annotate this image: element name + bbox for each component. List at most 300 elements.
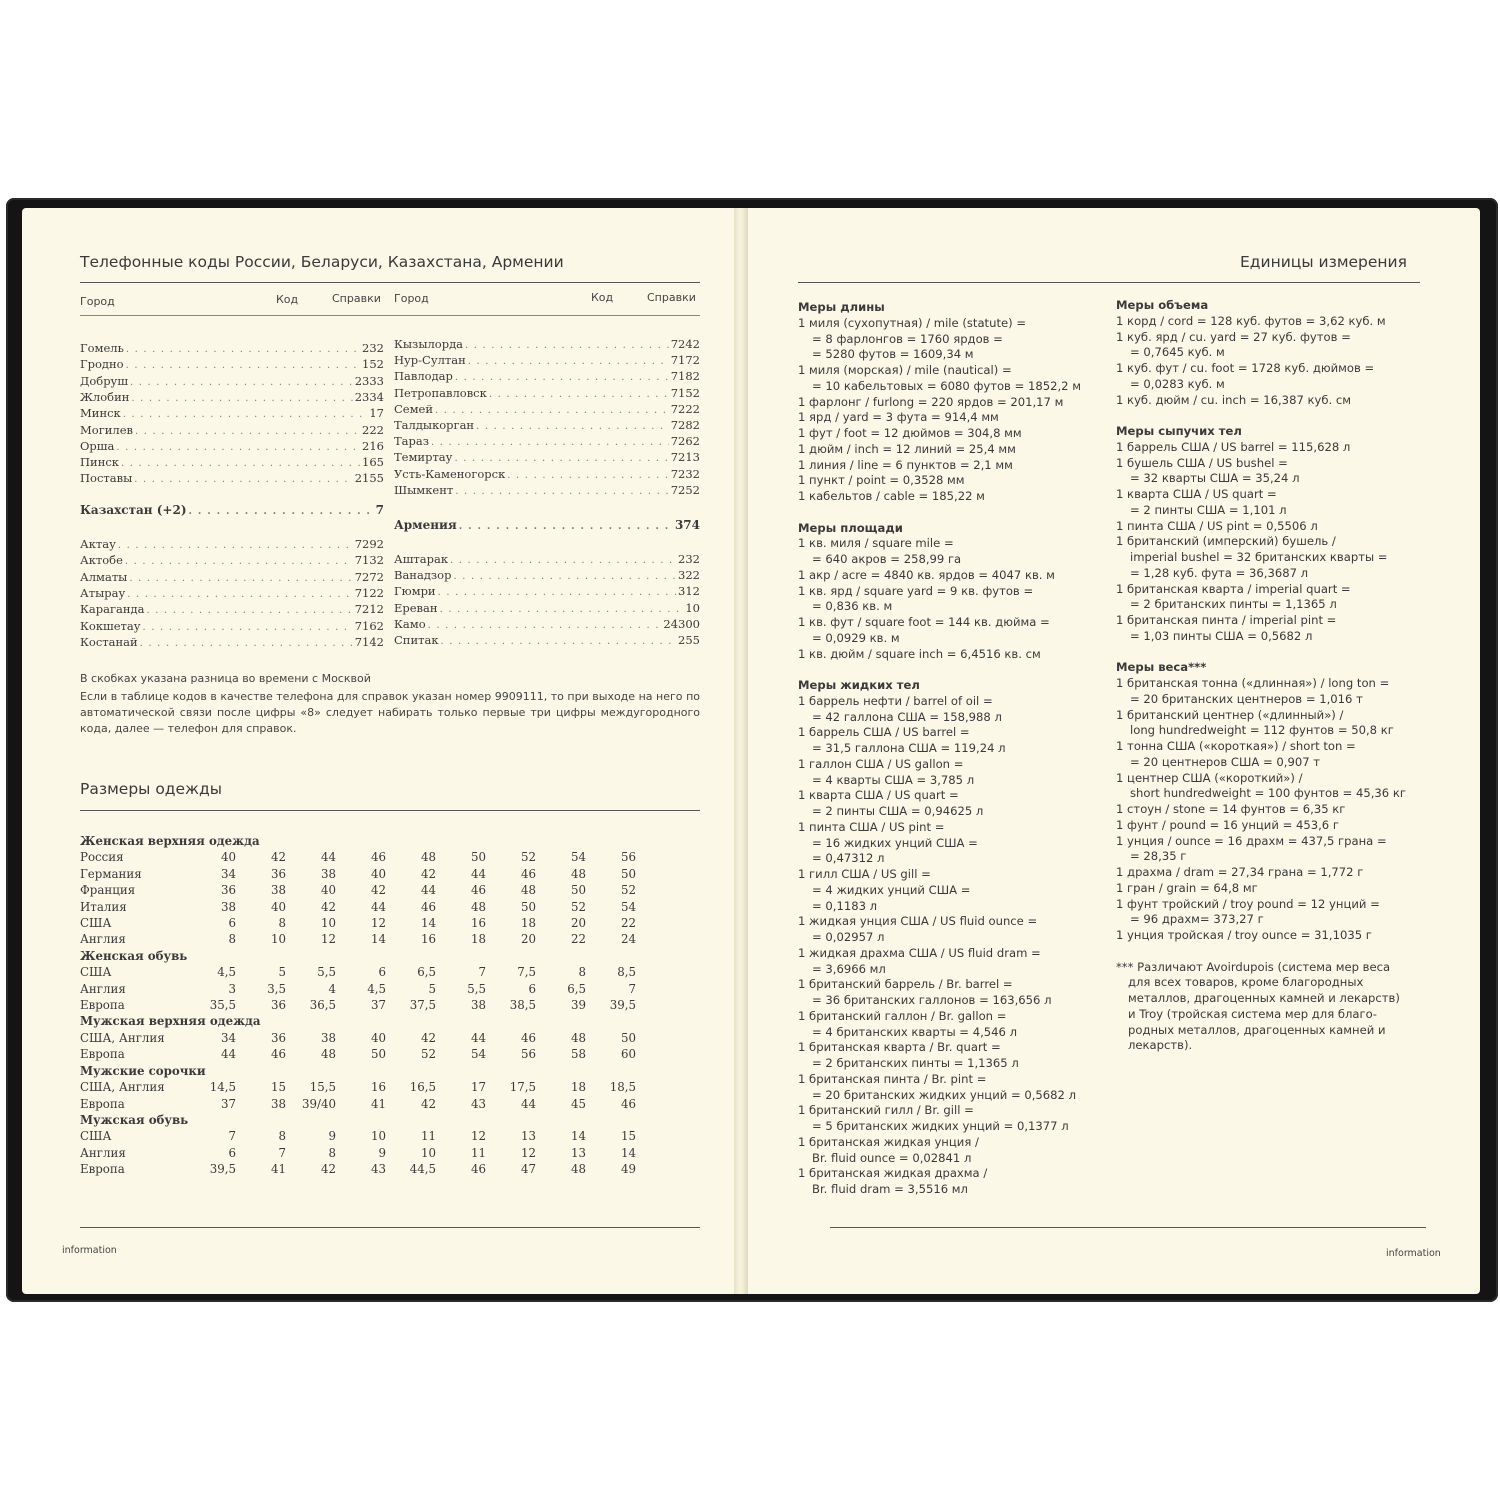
size-value: 18,5 bbox=[609, 1080, 636, 1095]
size-value: 43 bbox=[370, 1162, 386, 1177]
size-value: 38 bbox=[270, 883, 286, 898]
size-value: 44 bbox=[220, 1047, 236, 1062]
city-name: Алматы bbox=[80, 569, 128, 584]
unit-line: 1 британская жидкая унция / bbox=[798, 1134, 979, 1149]
size-value: 52 bbox=[570, 899, 586, 914]
unit-line: 1 кв. миля / square mile = bbox=[798, 536, 954, 551]
size-value: 4,5 bbox=[367, 981, 386, 996]
phone-code: 7122 bbox=[354, 585, 384, 600]
size-value: 8 bbox=[228, 932, 236, 947]
size-value: 46 bbox=[270, 1047, 286, 1062]
size-value: 56 bbox=[620, 850, 636, 865]
size-value: 22 bbox=[570, 932, 586, 947]
size-value: 41 bbox=[270, 1162, 286, 1177]
unit-line: 1 британская кварта / imperial quart = bbox=[1116, 581, 1351, 596]
phone-code: 322 bbox=[678, 568, 700, 583]
size-value: 38,5 bbox=[509, 998, 536, 1013]
unit-line: 1 британская пинта / imperial pint = bbox=[1116, 613, 1337, 627]
size-value: 43 bbox=[470, 1096, 486, 1111]
spacer bbox=[1116, 645, 1436, 661]
unit-line: = 4 жидких унций США = bbox=[812, 882, 971, 897]
units-title: Единицы измерения bbox=[1240, 253, 1407, 271]
size-value: 36 bbox=[270, 866, 286, 881]
size-value: 42 bbox=[420, 1096, 436, 1111]
city-name: Поставы bbox=[80, 471, 133, 486]
unit-line: 1 тонна США («короткая») / short ton = bbox=[1116, 739, 1356, 753]
size-value: 50 bbox=[470, 850, 486, 865]
unit-line: 1 жидкая драхма США / US fluid dram = bbox=[798, 945, 1041, 960]
unit-line: 1 дюйм / inch = 12 линий = 25,4 мм bbox=[798, 441, 1016, 456]
city-name: Усть-Каменогорск bbox=[394, 466, 506, 481]
size-value: 47 bbox=[520, 1162, 536, 1177]
unit-line: 1 фунт тройский / troy pound = 12 унций = bbox=[1116, 896, 1380, 911]
unit-line: 1 унция тройская / troy ounce = 31,1035 г bbox=[1116, 928, 1372, 942]
phone-code: 7272 bbox=[354, 569, 384, 584]
city-name: Кокшетау bbox=[80, 618, 141, 633]
phone-row bbox=[394, 336, 700, 352]
size-row bbox=[80, 964, 680, 980]
unit-line: 1 кварта США / US quart = bbox=[1116, 487, 1277, 501]
phone-row bbox=[80, 569, 384, 585]
size-value: 39 bbox=[570, 998, 586, 1013]
phone-row bbox=[394, 583, 700, 599]
city-name: Орша bbox=[80, 438, 115, 453]
unit-line: 1 баррель США / US barrel = bbox=[798, 725, 970, 740]
size-value: 46 bbox=[620, 1096, 636, 1111]
right-bottom-rule bbox=[830, 1227, 1426, 1228]
unit-line: для всех товаров, кроме благородных bbox=[1128, 975, 1364, 990]
unit-line: 1 британский галлон / Br. gallon = bbox=[798, 1008, 1007, 1023]
phone-row bbox=[394, 368, 700, 384]
city-name: Казахстан (+2) bbox=[80, 503, 187, 517]
size-value: 40 bbox=[370, 866, 386, 881]
unit-line: = 3,6966 мл bbox=[812, 961, 886, 976]
city-name: Семей bbox=[394, 401, 434, 416]
phone-row bbox=[394, 632, 700, 648]
phone-row bbox=[394, 385, 700, 401]
size-value: 18 bbox=[470, 932, 486, 947]
size-value: 46 bbox=[470, 1162, 486, 1177]
col-header-info-1: Справки bbox=[332, 292, 381, 305]
size-row bbox=[80, 1096, 680, 1112]
phone-code: 7182 bbox=[670, 369, 700, 384]
size-value: 38 bbox=[320, 866, 336, 881]
units-title-rule bbox=[798, 282, 1420, 283]
size-value: 42 bbox=[270, 850, 286, 865]
city-name: Армения bbox=[394, 518, 457, 532]
unit-line: 1 кв. дюйм / square inch = 6,4516 кв. см bbox=[798, 646, 1041, 661]
size-value: 38 bbox=[470, 998, 486, 1013]
unit-line: 1 миля (морская) / mile (nautical) = bbox=[798, 363, 1012, 377]
unit-group-heading: Меры сыпучих тел bbox=[1116, 424, 1242, 438]
unit-line: 1 баррель США / US barrel = 115,628 л bbox=[1116, 439, 1351, 454]
phone-codes-title: Телефонные коды России, Беларуси, Казахстана, Армении bbox=[80, 253, 564, 271]
size-value: 46 bbox=[520, 1030, 536, 1045]
size-value: 8 bbox=[278, 916, 286, 931]
unit-line: = 20 британских жидких унций = 0,5682 л bbox=[812, 1087, 1077, 1102]
unit-line: 1 центнер США («короткий») / bbox=[1116, 770, 1303, 785]
size-value: 48 bbox=[570, 866, 586, 881]
size-value: 50 bbox=[620, 866, 636, 881]
unit-line: металлов, драгоценных камней и лекарств) bbox=[1128, 991, 1400, 1005]
unit-line: = 4 кварты США = 3,785 л bbox=[812, 772, 975, 787]
size-group-heading: Мужская верхняя одежда bbox=[80, 1014, 261, 1029]
size-row bbox=[80, 866, 680, 882]
units-column-1 bbox=[798, 300, 1108, 1198]
unit-line: 1 британская кварта / Br. quart = bbox=[798, 1040, 1001, 1055]
size-value: 15,5 bbox=[309, 1080, 336, 1095]
size-value: 5,5 bbox=[317, 965, 336, 980]
phone-code: 232 bbox=[362, 341, 384, 355]
unit-line: 1 куб. ярд / cu. yard = 27 куб. футов = bbox=[1116, 329, 1351, 344]
size-value: 48 bbox=[520, 883, 536, 898]
unit-line: 1 британская тонна («длинная») / long ton = bbox=[1116, 676, 1390, 690]
size-value: 35,5 bbox=[209, 998, 236, 1013]
phone-code: 232 bbox=[678, 552, 700, 566]
size-value: 48 bbox=[570, 1162, 586, 1177]
unit-line: 1 пинта США / US pint = 0,5506 л bbox=[1116, 518, 1318, 533]
col-header-code-2: Код bbox=[591, 291, 614, 304]
size-value: 52 bbox=[520, 850, 536, 865]
unit-line: 1 британская жидкая драхма / bbox=[798, 1166, 988, 1181]
size-value: 49 bbox=[620, 1162, 636, 1177]
unit-line: 1 британская пинта / Br. pint = bbox=[798, 1071, 987, 1086]
col-header-city-1: Город bbox=[80, 295, 115, 308]
leader-dots bbox=[140, 636, 353, 652]
phone-code: 312 bbox=[678, 584, 700, 599]
size-value: 22 bbox=[620, 916, 636, 931]
reference-note: Если в таблице кодов в качестве телефона для справок указан номер 9909111, то при выходе на него по автоматической связи после цифры «8» следует набирать только первые три цифры междугородного кода, далее — телефон для справок. bbox=[80, 690, 700, 735]
size-value: 4,5 bbox=[217, 965, 236, 980]
size-value: 7 bbox=[278, 1145, 286, 1160]
size-value: 10 bbox=[320, 916, 336, 931]
size-value: 15 bbox=[270, 1080, 286, 1095]
phone-code: 2333 bbox=[354, 373, 384, 388]
size-value: 18 bbox=[520, 916, 536, 931]
phone-row bbox=[80, 373, 384, 389]
size-row-label: Европа bbox=[80, 1162, 125, 1177]
spacer bbox=[1116, 408, 1436, 424]
phone-code: 17 bbox=[369, 406, 384, 421]
city-name: Ереван bbox=[394, 600, 438, 615]
size-row bbox=[80, 1145, 680, 1161]
city-name: Темиртау bbox=[394, 450, 453, 465]
phone-code: 222 bbox=[362, 422, 384, 437]
size-value: 16 bbox=[370, 1080, 386, 1095]
phone-code: 374 bbox=[674, 518, 700, 532]
phone-row bbox=[80, 422, 384, 438]
city-name: Караганда bbox=[80, 602, 145, 617]
city-name: Шымкент bbox=[394, 482, 454, 497]
unit-line: лекарств). bbox=[1128, 1038, 1193, 1053]
unit-line: родных металлов, драгоценных камней и bbox=[1128, 1022, 1386, 1037]
clothing-sizes-table bbox=[80, 833, 680, 1178]
leader-dots bbox=[189, 504, 374, 520]
size-row-label: США bbox=[80, 916, 112, 931]
size-value: 9 bbox=[378, 1145, 386, 1160]
size-row bbox=[80, 1046, 680, 1062]
city-name: Аштарак bbox=[394, 552, 449, 566]
size-value: 3 bbox=[228, 981, 236, 996]
unit-line: = 10 кабельтовых = 6080 футов = 1852,2 м bbox=[812, 378, 1081, 393]
size-value: 37,5 bbox=[409, 998, 436, 1013]
size-value: 14 bbox=[370, 932, 386, 947]
leader-dots bbox=[459, 519, 673, 535]
size-value: 6 bbox=[378, 965, 386, 980]
sizes-title: Размеры одежды bbox=[80, 780, 222, 798]
phone-code: 255 bbox=[678, 633, 700, 647]
phone-title-rule bbox=[80, 282, 700, 283]
size-value: 50 bbox=[520, 899, 536, 914]
unit-group-heading: Меры площади bbox=[798, 520, 903, 535]
left-bottom-rule bbox=[80, 1227, 700, 1228]
phone-code: 2334 bbox=[354, 389, 384, 404]
phone-row bbox=[394, 352, 700, 368]
size-value: 48 bbox=[420, 850, 436, 865]
size-row-label: Германия bbox=[80, 866, 142, 881]
unit-line: short hundredweight = 100 фунтов = 45,36 кг bbox=[1130, 786, 1406, 801]
size-value: 5,5 bbox=[467, 981, 486, 996]
size-value: 50 bbox=[370, 1047, 386, 1062]
size-value: 9 bbox=[328, 1129, 336, 1144]
page-gutter bbox=[734, 208, 748, 1294]
size-row bbox=[80, 981, 680, 997]
time-note: В скобках указана разница во времени с Москвой bbox=[80, 672, 371, 685]
kazakhstan-heading bbox=[80, 502, 384, 518]
size-value: 42 bbox=[320, 1162, 336, 1177]
size-value: 8 bbox=[278, 1129, 286, 1144]
size-value: 12 bbox=[370, 916, 386, 931]
size-value: 18 bbox=[570, 1080, 586, 1095]
unit-line: 1 кварта США / US quart = bbox=[798, 788, 959, 803]
size-value: 42 bbox=[320, 899, 336, 914]
phone-code: 10 bbox=[685, 600, 700, 615]
size-value: 38 bbox=[320, 1030, 336, 1045]
unit-line: = 0,836 кв. м bbox=[812, 599, 893, 614]
unit-line: 1 бушель США / US bushel = bbox=[1116, 455, 1288, 470]
size-row bbox=[80, 931, 680, 947]
left-footer: information bbox=[62, 1245, 117, 1256]
phone-row bbox=[80, 601, 384, 617]
city-name: Ванадзор bbox=[394, 568, 452, 583]
unit-line: Br. fluid ounce = 0,02841 л bbox=[812, 1150, 972, 1165]
size-value: 16 bbox=[420, 932, 436, 947]
phone-row bbox=[80, 454, 384, 470]
size-row-label: США, Англия bbox=[80, 1080, 165, 1095]
size-row-label: США bbox=[80, 1129, 112, 1144]
phone-row bbox=[80, 634, 384, 650]
unit-group-heading: Меры веса*** bbox=[1116, 660, 1207, 675]
phone-row bbox=[80, 470, 384, 486]
size-value: 50 bbox=[620, 1030, 636, 1045]
size-value: 13 bbox=[520, 1129, 536, 1144]
size-value: 36 bbox=[220, 883, 236, 898]
unit-line: 1 галлон США / US gallon = bbox=[798, 756, 964, 771]
size-value: 6 bbox=[228, 916, 236, 931]
size-value: 10 bbox=[370, 1129, 386, 1144]
unit-line: = 31,5 галлона США = 119,24 л bbox=[812, 741, 1006, 755]
size-value: 6,5 bbox=[567, 981, 586, 996]
phone-row bbox=[394, 466, 700, 482]
size-row-label: Англия bbox=[80, 981, 126, 996]
phone-row bbox=[394, 616, 700, 632]
unit-line: = 2 британских пинты = 1,1365 л bbox=[1130, 597, 1337, 612]
size-row-label: Италия bbox=[80, 899, 127, 914]
size-value: 38 bbox=[220, 899, 236, 914]
size-row-label: Россия bbox=[80, 850, 124, 865]
phone-code: 7 bbox=[375, 503, 384, 517]
phone-row bbox=[80, 438, 384, 454]
unit-line: = 0,0929 кв. м bbox=[812, 630, 900, 645]
phone-row bbox=[80, 356, 384, 372]
size-value: 60 bbox=[620, 1047, 636, 1062]
size-value: 5 bbox=[278, 965, 286, 980]
unit-line: = 640 акров = 258,99 га bbox=[812, 552, 962, 566]
size-value: 52 bbox=[420, 1047, 436, 1062]
size-group-heading: Мужская обувь bbox=[80, 1112, 189, 1127]
unit-line: 1 корд / cord = 128 куб. футов = 3,62 куб. м bbox=[1116, 313, 1386, 328]
size-value: 39,5 bbox=[609, 998, 636, 1013]
city-name: Спитак bbox=[394, 633, 439, 647]
unit-line: 1 ярд / yard = 3 фута = 914,4 мм bbox=[798, 410, 999, 425]
size-value: 16,5 bbox=[409, 1080, 436, 1095]
unit-line: = 0,47312 л bbox=[812, 851, 885, 866]
unit-line: 1 кв. ярд / square yard = 9 кв. футов = bbox=[798, 583, 1034, 598]
unit-line: 1 фунт / pound = 16 унций = 453,6 г bbox=[1116, 817, 1339, 832]
city-name: Гомель bbox=[80, 341, 124, 355]
city-name: Атырау bbox=[80, 585, 126, 600]
city-name: Павлодар bbox=[394, 369, 453, 384]
unit-line: 1 кв. фут / square foot = 144 кв. дюйма = bbox=[798, 615, 1050, 629]
phone-row bbox=[80, 585, 384, 601]
size-value: 14 bbox=[570, 1129, 586, 1144]
city-name: Актау bbox=[80, 537, 116, 551]
phone-code: 7152 bbox=[670, 385, 700, 400]
unit-group-heading: Меры жидких тел bbox=[798, 678, 920, 692]
right-footer: information bbox=[1386, 1248, 1441, 1259]
unit-line: = 42 галлона США = 158,988 л bbox=[812, 709, 1002, 724]
unit-line: = 0,0283 куб. м bbox=[1130, 376, 1225, 391]
size-row bbox=[80, 915, 680, 931]
size-value: 38 bbox=[270, 1096, 286, 1111]
size-row-label: Англия bbox=[80, 1145, 126, 1160]
size-value: 45 bbox=[570, 1096, 586, 1111]
size-value: 48 bbox=[570, 1030, 586, 1045]
size-value: 34 bbox=[220, 1030, 236, 1045]
phone-row bbox=[80, 618, 384, 634]
size-value: 14,5 bbox=[209, 1080, 236, 1095]
city-name: Кызылорда bbox=[394, 337, 464, 351]
phone-code: 165 bbox=[362, 455, 384, 470]
size-value: 41 bbox=[370, 1096, 386, 1111]
size-value: 6,5 bbox=[417, 965, 436, 980]
size-row bbox=[80, 1030, 680, 1046]
unit-line: = 16 жидких унций США = bbox=[812, 835, 978, 850]
size-value: 44 bbox=[520, 1096, 536, 1111]
size-value: 37 bbox=[220, 1096, 236, 1111]
unit-group-heading: Меры объема bbox=[1116, 298, 1209, 312]
unit-line: = 8 фарлонгов = 1760 ярдов = bbox=[812, 331, 1003, 346]
phone-code: 7242 bbox=[670, 337, 700, 351]
size-value: 12 bbox=[520, 1145, 536, 1160]
size-row bbox=[80, 1079, 680, 1095]
size-value: 54 bbox=[570, 850, 586, 865]
size-value: 40 bbox=[320, 883, 336, 898]
size-row-label: Франция bbox=[80, 883, 136, 898]
phone-row bbox=[394, 401, 700, 417]
size-value: 11 bbox=[470, 1145, 486, 1160]
size-value: 40 bbox=[220, 850, 236, 865]
unit-line: = 0,7645 куб. м bbox=[1130, 345, 1225, 360]
size-row bbox=[80, 1161, 680, 1177]
size-row-label: США, Англия bbox=[80, 1030, 165, 1045]
unit-line: и Troy (тройская система мер для благо- bbox=[1128, 1006, 1377, 1021]
city-name: Жлобин bbox=[80, 389, 130, 404]
unit-line: 1 пункт / point = 0,3528 мм bbox=[798, 473, 965, 488]
size-value: 20 bbox=[520, 932, 536, 947]
size-value: 13 bbox=[570, 1145, 586, 1160]
unit-line: = 5 британских жидких унций = 0,1377 л bbox=[812, 1119, 1069, 1133]
size-value: 36 bbox=[270, 1030, 286, 1045]
phone-code: 7292 bbox=[354, 537, 384, 551]
size-value: 34 bbox=[220, 866, 236, 881]
phone-code: 7282 bbox=[670, 418, 700, 432]
size-row-label: Европа bbox=[80, 1096, 125, 1111]
size-value: 6 bbox=[528, 981, 536, 996]
size-value: 12 bbox=[470, 1129, 486, 1144]
size-value: 40 bbox=[370, 1030, 386, 1045]
size-value: 14 bbox=[420, 916, 436, 931]
phone-code: 7252 bbox=[670, 482, 700, 497]
col-header-rule bbox=[80, 315, 700, 316]
size-value: 42 bbox=[420, 1030, 436, 1045]
unit-group-heading: Меры длины bbox=[798, 300, 885, 314]
unit-line: 1 британский (имперский) бушель / bbox=[1116, 534, 1336, 549]
size-value: 44 bbox=[470, 866, 486, 881]
size-value: 8 bbox=[578, 965, 586, 980]
size-row bbox=[80, 1128, 680, 1144]
city-name: Гюмри bbox=[394, 584, 436, 599]
size-value: 36,5 bbox=[309, 998, 336, 1013]
unit-line: 1 британский центнер («длинный») / bbox=[1116, 707, 1344, 722]
phone-code: 7262 bbox=[670, 434, 700, 449]
phone-row bbox=[80, 405, 384, 421]
unit-line: 1 куб. фут / cu. foot = 1728 куб. дюймов = bbox=[1116, 361, 1375, 375]
unit-line: long hundredweight = 112 фунтов = 50,8 кг bbox=[1130, 723, 1394, 738]
city-name: Актобе bbox=[80, 553, 123, 568]
size-value: 5 bbox=[428, 981, 436, 996]
city-name: Петропавловск bbox=[394, 385, 487, 400]
city-name: Гродно bbox=[80, 357, 124, 372]
size-row bbox=[80, 997, 680, 1013]
phone-code: 7212 bbox=[354, 602, 384, 617]
unit-line: 1 гран / grain = 64,8 мг bbox=[1116, 880, 1258, 895]
leader-dots bbox=[134, 472, 352, 488]
size-value: 39,5 bbox=[209, 1162, 236, 1177]
phone-row bbox=[394, 482, 700, 498]
unit-line: 1 унция / ounce = 16 драхм = 437,5 грана = bbox=[1116, 833, 1387, 848]
unit-line: 1 драхма / dram = 27,34 грана = 1,772 г bbox=[1116, 865, 1364, 879]
phone-row bbox=[394, 449, 700, 465]
city-name: Могилев bbox=[80, 422, 133, 437]
sizes-title-rule bbox=[80, 810, 700, 811]
unit-line: = 96 драхм= 373,27 г bbox=[1130, 912, 1264, 927]
size-value: 44 bbox=[320, 850, 336, 865]
unit-line: = 0,1183 л bbox=[812, 898, 878, 913]
phone-code: 7132 bbox=[354, 553, 384, 568]
size-value: 46 bbox=[420, 899, 436, 914]
phone-row bbox=[80, 389, 384, 405]
